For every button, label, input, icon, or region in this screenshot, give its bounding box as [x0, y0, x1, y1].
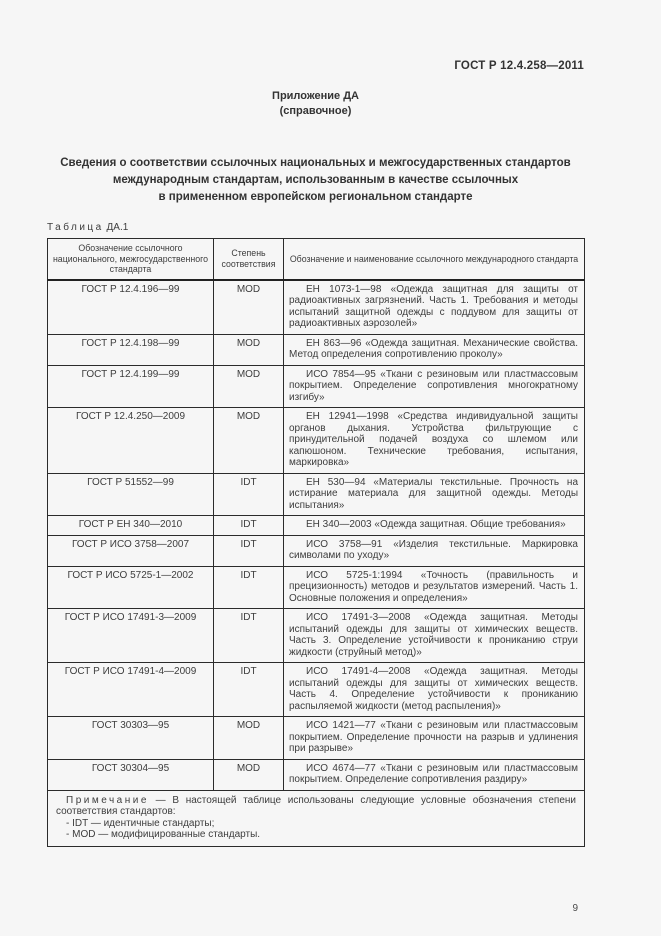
- table-body: [48, 280, 585, 791]
- cell-national-standard: ГОСТ 30304—95: [48, 759, 214, 790]
- table-row: [48, 334, 585, 365]
- column-header-international-standard: Обозначение и наименование ссылочного международного стандарта: [284, 239, 585, 280]
- table-row: [48, 473, 585, 516]
- table-header-row: [48, 239, 585, 280]
- cell-national-standard: ГОСТ Р ИСО 17491-3—2009: [48, 609, 214, 663]
- cell-degree-of-correspondence: IDT: [214, 473, 284, 516]
- cell-international-standard: ЕН 530—94 «Материалы текстильные. Прочность на истирание материала для защитной одежды. Методы испытания»: [284, 473, 585, 516]
- note-paragraph: [56, 795, 576, 818]
- cell-international-standard: ИСО 5725-1:1994 «Точность (правильность и прецизионность) методов и результатов измерений. Часть 1. Основные положения и определения»: [284, 566, 585, 609]
- cell-degree-of-correspondence: IDT: [214, 566, 284, 609]
- cell-national-standard: ГОСТ Р 12.4.199—99: [48, 365, 214, 408]
- doc-number: ГОСТ Р 12.4.258—2011: [454, 60, 584, 72]
- table-row: [48, 759, 585, 790]
- table-caption: [47, 222, 584, 233]
- cell-international-standard: ЕН 340—2003 «Одежда защитная. Общие требования»: [284, 516, 585, 536]
- standards-correspondence-table: [47, 238, 585, 847]
- cell-international-standard: ЕН 1073-1—98 «Одежда защитная для защиты от радиоактивных загрязнений. Часть 1. Требования и методы испытаний защитной одежды с поддувом для защиты от радиоактивных аэрозолей»: [284, 280, 585, 335]
- page-title: [47, 155, 584, 206]
- cell-degree-of-correspondence: IDT: [214, 516, 284, 536]
- page-content: [47, 0, 584, 914]
- cell-national-standard: ГОСТ Р 12.4.198—99: [48, 334, 214, 365]
- cell-degree-of-correspondence: IDT: [214, 609, 284, 663]
- table-caption-label: Таблица: [47, 222, 104, 233]
- note-items: [56, 818, 576, 841]
- table-row: [48, 535, 585, 566]
- note-row: [48, 790, 585, 846]
- cell-national-standard: ГОСТ Р 51552—99: [48, 473, 214, 516]
- cell-national-standard: ГОСТ 30303—95: [48, 717, 214, 760]
- page-title-line-1: Сведения о соответствии ссылочных национальных и межгосударственных стандартов: [60, 157, 571, 169]
- appendix-heading: [47, 89, 584, 119]
- cell-international-standard: ИСО 7854—95 «Ткани с резиновым или пластмассовым покрытием. Определение сопротивления многократному изгибу»: [284, 365, 585, 408]
- note-item: - IDT — идентичные стандарты;: [66, 817, 215, 829]
- table-row: [48, 663, 585, 717]
- cell-national-standard: ГОСТ Р ЕН 340—2010: [48, 516, 214, 536]
- table-caption-number: ДА.1: [106, 222, 129, 233]
- cell-degree-of-correspondence: IDT: [214, 663, 284, 717]
- cell-international-standard: ИСО 3758—91 «Изделия текстильные. Маркировка символами по уходу»: [284, 535, 585, 566]
- table-row: [48, 408, 585, 474]
- table-row: [48, 609, 585, 663]
- table-row: [48, 566, 585, 609]
- table-note: [48, 790, 585, 846]
- cell-degree-of-correspondence: MOD: [214, 759, 284, 790]
- cell-international-standard: ИСО 17491-3—2008 «Одежда защитная. Методы испытаний одежды для защиты от химических веществ. Часть 3. Определение устойчивости к прониканию струи жидкости (струйный метод)»: [284, 609, 585, 663]
- note-label: Примечание: [66, 794, 149, 806]
- cell-national-standard: ГОСТ Р 12.4.196—99: [48, 280, 214, 335]
- cell-degree-of-correspondence: MOD: [214, 717, 284, 760]
- appendix-subtitle: (справочное): [279, 105, 352, 117]
- cell-national-standard: ГОСТ Р 12.4.250—2009: [48, 408, 214, 474]
- cell-degree-of-correspondence: MOD: [214, 408, 284, 474]
- column-header-national-standard: Обозначение ссылочного национального, межгосударственного стандарта: [48, 239, 214, 280]
- cell-national-standard: ГОСТ Р ИСО 5725-1—2002: [48, 566, 214, 609]
- cell-degree-of-correspondence: IDT: [214, 535, 284, 566]
- note-text: — В настоящей таблице использованы следующие условные обозначения степени соответствия стандартов:: [56, 794, 577, 817]
- column-header-degree: Степень соответствия: [214, 239, 284, 280]
- table-row: [48, 280, 585, 335]
- cell-degree-of-correspondence: MOD: [214, 280, 284, 335]
- cell-national-standard: ГОСТ Р ИСО 3758—2007: [48, 535, 214, 566]
- cell-international-standard: ИСО 1421—77 «Ткани с резиновым или пластмассовым покрытием. Определение прочности на разрыв и удлинения при разрыве»: [284, 717, 585, 760]
- note-item: - MOD — модифицированные стандарты.: [66, 829, 261, 840]
- page-number: 9: [572, 902, 578, 914]
- page-title-line-3: в примененном европейском региональном стандарте: [158, 191, 473, 203]
- cell-national-standard: ГОСТ Р ИСО 17491-4—2009: [48, 663, 214, 717]
- cell-degree-of-correspondence: MOD: [214, 334, 284, 365]
- appendix-title: Приложение ДА: [272, 90, 359, 102]
- cell-international-standard: ИСО 4674—77 «Ткани с резиновым или пластмассовым покрытием. Определение сопротивления раздиру»: [284, 759, 585, 790]
- table-row: [48, 365, 585, 408]
- table-row: [48, 717, 585, 760]
- table-row: [48, 516, 585, 536]
- cell-international-standard: ИСО 17491-4—2008 «Одежда защитная. Методы испытаний одежды для защиты от химических веществ. Часть 4. Определение устойчивости к прониканию распыляемой жидкости (метод распыления)»: [284, 663, 585, 717]
- cell-international-standard: ЕН 863—96 «Одежда защитная. Механические свойства. Метод определения сопротивлению проколу»: [284, 334, 585, 365]
- cell-international-standard: ЕН 12941—1998 «Средства индивидуальной защиты органов дыхания. Устройства фильтрующие с принудительной подачей воздуха со шлемом или капюшоном. Технические требования, испытания, маркировка»: [284, 408, 585, 474]
- page-title-line-2: международным стандартам, использованным в качестве ссылочных: [112, 174, 519, 186]
- cell-degree-of-correspondence: MOD: [214, 365, 284, 408]
